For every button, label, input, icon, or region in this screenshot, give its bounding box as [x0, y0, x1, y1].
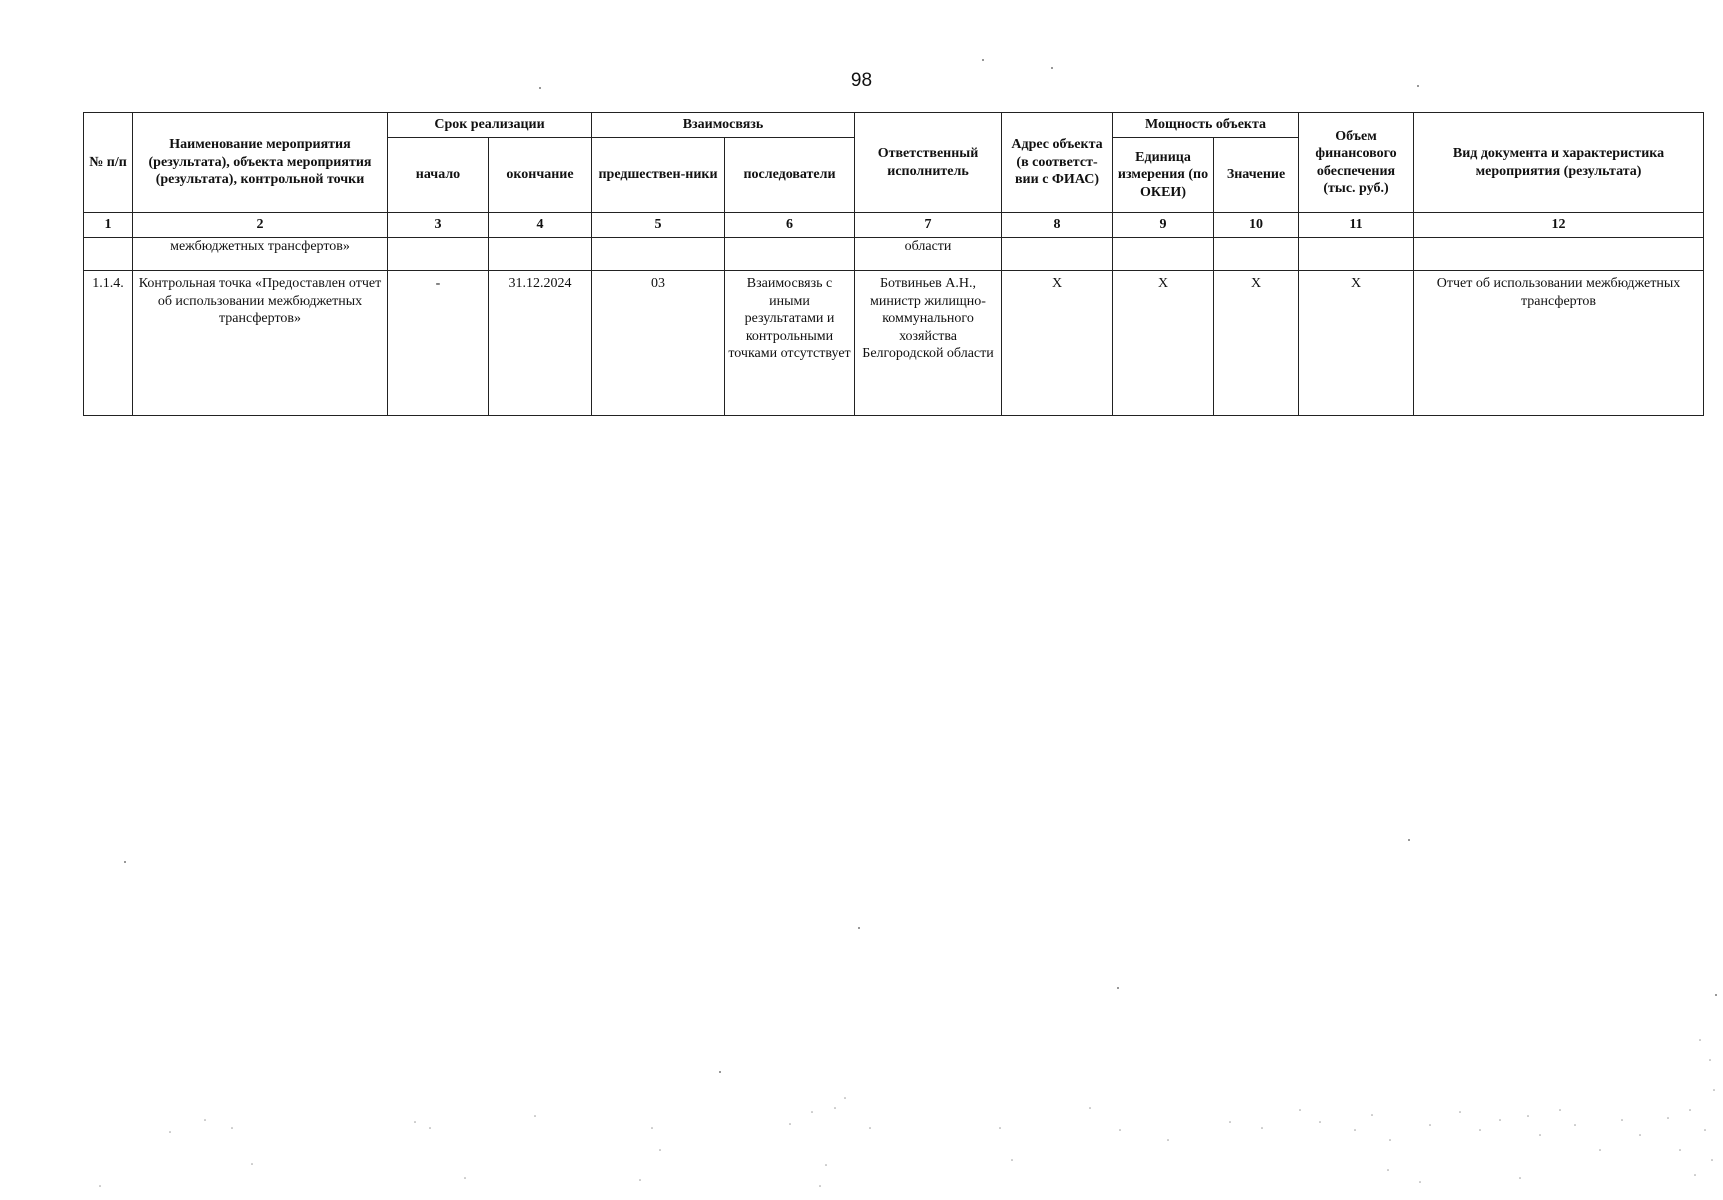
- cell-predecessors: 03: [592, 271, 725, 416]
- header-period: Срок реализации: [388, 113, 592, 138]
- header-address: Адрес объекта (в соответст-вии с ФИАС): [1002, 113, 1113, 213]
- cell-name: Контрольная точка «Предоставлен отчет об использовании межбюджетных трансфертов»: [133, 271, 388, 416]
- header-row-top: [84, 113, 1704, 138]
- cell-funding: [1299, 238, 1414, 271]
- page-number: 98: [850, 70, 873, 91]
- cell-successors: Взаимосвязь с иными результатами и контрольными точками отсутствует: [725, 271, 855, 416]
- header-relation: Взаимосвязь: [592, 113, 855, 138]
- header-responsible: Ответственный исполнитель: [855, 113, 1002, 213]
- cell-name: межбюджетных трансфертов»: [133, 238, 388, 271]
- column-number: 12: [1414, 213, 1704, 238]
- column-number: 6: [725, 213, 855, 238]
- header-end: окончание: [489, 138, 592, 213]
- cell-start: [388, 238, 489, 271]
- cell-num: 1.1.4.: [84, 271, 133, 416]
- cell-address: [1002, 238, 1113, 271]
- cell-responsible: области: [855, 238, 1002, 271]
- column-number: 8: [1002, 213, 1113, 238]
- cell-predecessors: [592, 238, 725, 271]
- cell-funding: X: [1299, 271, 1414, 416]
- header-value: Значение: [1214, 138, 1299, 213]
- column-number: 1: [84, 213, 133, 238]
- cell-num: [84, 238, 133, 271]
- cell-doc: [1414, 238, 1704, 271]
- column-number: 9: [1113, 213, 1214, 238]
- table-row-continuation: [84, 238, 1704, 271]
- cell-responsible: Ботвиньев А.Н., министр жилищно-коммунального хозяйства Белгородской области: [855, 271, 1002, 416]
- header-predecessors: предшествен-ники: [592, 138, 725, 213]
- cell-successors: [725, 238, 855, 271]
- column-number-row: [84, 213, 1704, 238]
- column-number: 4: [489, 213, 592, 238]
- plan-table: [83, 112, 1704, 416]
- column-number: 7: [855, 213, 1002, 238]
- column-number: 5: [592, 213, 725, 238]
- cell-end: 31.12.2024: [489, 271, 592, 416]
- header-start: начало: [388, 138, 489, 213]
- cell-unit: X: [1113, 271, 1214, 416]
- header-capacity: Мощность объекта: [1113, 113, 1299, 138]
- cell-doc: Отчет об использовании межбюджетных трансфертов: [1414, 271, 1704, 416]
- header-doc: Вид документа и характеристика мероприятия (результата): [1414, 113, 1704, 213]
- cell-value: X: [1214, 271, 1299, 416]
- cell-end: [489, 238, 592, 271]
- column-number: 3: [388, 213, 489, 238]
- cell-unit: [1113, 238, 1214, 271]
- cell-address: X: [1002, 271, 1113, 416]
- header-unit: Единица измерения (по ОКЕИ): [1113, 138, 1214, 213]
- column-number: 2: [133, 213, 388, 238]
- column-number: 10: [1214, 213, 1299, 238]
- header-funding: Объем финансового обеспечения (тыс. руб.): [1299, 113, 1414, 213]
- header-successors: последователи: [725, 138, 855, 213]
- cell-start: -: [388, 271, 489, 416]
- cell-value: [1214, 238, 1299, 271]
- column-number: 11: [1299, 213, 1414, 238]
- table-row: [84, 271, 1704, 416]
- header-name: Наименование мероприятия (результата), объекта мероприятия (результата), контрольной точки: [133, 113, 388, 213]
- header-num: № п/п: [84, 113, 133, 213]
